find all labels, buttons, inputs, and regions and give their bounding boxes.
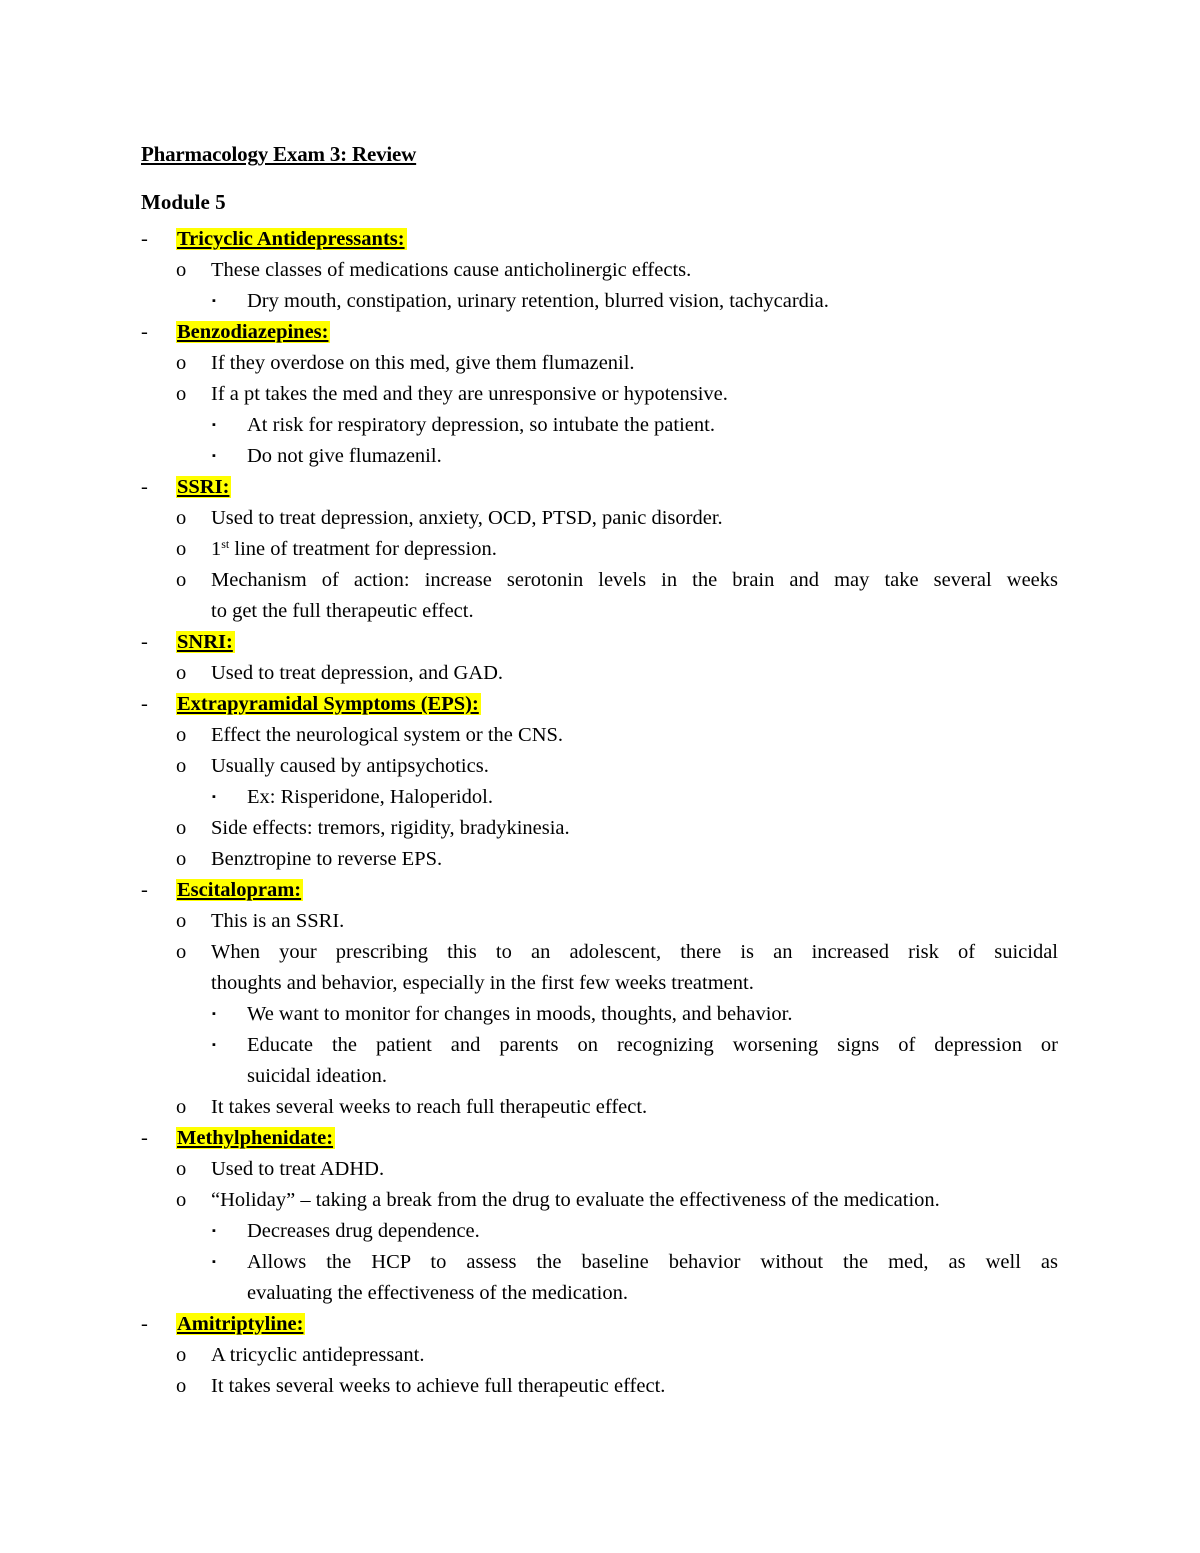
circle-bullet: o [176,941,187,963]
section-heading-item [0,472,1200,503]
item-text [211,596,474,627]
circle-bullet: o [176,1158,187,1180]
item-text [247,441,442,472]
item-text [247,1061,387,1092]
dash-bullet: - [141,1313,148,1335]
item-text-main: Benztropine to reverse EPS. [211,848,443,870]
item-text-main: Used to treat depression, anxiety, OCD, PTSD, panic disorder. [211,507,723,529]
section-heading-item [0,1123,1200,1154]
item-text-main: These classes of medications cause anticholinergic effects. [211,259,692,281]
highlighted-heading: SNRI: [177,631,233,653]
item-text [211,1371,665,1402]
dash-bullet: - [141,631,148,653]
list-item [0,503,1200,534]
square-bullet-icon: ▪ [212,1039,216,1051]
sub-list-item [0,1247,1200,1278]
circle-bullet: o [176,662,187,684]
item-text [211,1340,424,1371]
item-text-main: Mechanism of action: increase serotonin levels in the brain and may take several weeks [211,569,1058,591]
section-heading-item [0,317,1200,348]
circle-bullet: o [176,817,187,839]
dash-bullet: - [141,321,148,343]
square-bullet-icon: ▪ [212,791,216,803]
module-heading: Module 5 [141,190,226,214]
item-text [211,906,344,937]
section-heading-item [0,627,1200,658]
item-text-main: If they overdose on this med, give them flumazenil. [211,352,635,374]
item-text [211,937,1058,968]
item-text-main: Usually caused by antipsychotics. [211,755,489,777]
item-text [211,658,503,689]
square-bullet-icon: ▪ [212,1008,216,1020]
item-text [247,999,793,1030]
circle-bullet: o [176,507,187,529]
list-item [0,1340,1200,1371]
item-text [247,410,715,441]
sub-list-item [0,410,1200,441]
circle-bullet: o [176,352,187,374]
list-item [0,348,1200,379]
list-item [0,565,1200,596]
item-text [211,348,635,379]
item-text [211,379,728,410]
list-item [0,534,1200,565]
item-text [247,286,829,317]
square-bullet-icon: ▪ [212,419,216,431]
item-text [247,1216,480,1247]
list-item [0,844,1200,875]
item-text [211,968,754,999]
square-bullet-icon: ▪ [212,450,216,462]
item-text-main: Decreases drug dependence. [247,1220,480,1242]
sub-list-item [0,1278,1200,1309]
item-text-main: Used to treat ADHD. [211,1158,385,1180]
section-heading-item [0,1309,1200,1340]
item-text-main: When your prescribing this to an adolescent, there is an increased risk of suicidal [211,941,1058,963]
circle-bullet: o [176,1375,187,1397]
highlighted-heading: Extrapyramidal Symptoms (EPS): [177,693,479,715]
document-title: Pharmacology Exam 3: Review [141,142,417,166]
section-heading-item [0,224,1200,255]
circle-bullet: o [176,259,187,281]
item-text [247,782,493,813]
item-text [211,1185,940,1216]
item-text-main: Do not give flumazenil. [247,445,442,467]
item-text-main: to get the full therapeutic effect. [211,600,474,622]
highlighted-heading: Escitalopram: [177,879,302,901]
item-text-main: Side effects: tremors, rigidity, bradykinesia. [211,817,570,839]
list-item [0,937,1200,968]
item-text [211,255,691,286]
circle-bullet: o [176,383,187,405]
sub-list-item [0,1216,1200,1247]
dash-bullet: - [141,693,148,715]
highlighted-heading: Benzodiazepines: [177,321,329,343]
list-item [0,720,1200,751]
square-bullet-icon: ▪ [212,295,216,307]
item-text [211,534,497,565]
item-text [247,1030,1058,1061]
circle-bullet: o [176,1096,187,1118]
item-text-after: line of treatment for depression. [229,538,497,560]
item-text-main: This is an SSRI. [211,910,345,932]
item-text-main: Educate the patient and parents on recognizing worsening signs of depression or [247,1034,1058,1056]
dash-bullet: - [141,228,148,250]
heading-text [176,1123,335,1154]
list-item [0,255,1200,286]
circle-bullet: o [176,910,187,932]
heading-text [176,1309,305,1340]
item-text [247,1278,628,1309]
list-item [0,968,1200,999]
item-text [211,720,563,751]
list-item [0,906,1200,937]
heading-text [176,875,303,906]
item-text-main: It takes several weeks to achieve full therapeutic effect. [211,1375,666,1397]
sub-list-item [0,999,1200,1030]
item-text-main: We want to monitor for changes in moods, thoughts, and behavior. [247,1003,793,1025]
circle-bullet: o [176,755,187,777]
item-text-main: Effect the neurological system or the CNS. [211,724,564,746]
item-text-main: At risk for respiratory depression, so intubate the patient. [247,414,715,436]
item-text-main: It takes several weeks to reach full therapeutic effect. [211,1096,648,1118]
square-bullet-icon: ▪ [212,1225,216,1237]
list-item [0,1371,1200,1402]
sub-list-item [0,1030,1200,1061]
item-text-main: Dry mouth, constipation, urinary retention, blurred vision, tachycardia. [247,290,829,312]
dash-bullet: - [141,476,148,498]
heading-text [176,689,481,720]
item-text [211,813,570,844]
item-text-main: 1 [211,538,222,560]
item-text [247,1247,1058,1278]
square-bullet-icon: ▪ [212,1256,216,1268]
item-text-main: evaluating the effectiveness of the medication. [247,1282,629,1304]
circle-bullet: o [176,1344,187,1366]
highlighted-heading: Tricyclic Antidepressants: [177,228,405,250]
sub-list-item [0,1061,1200,1092]
item-text [211,751,489,782]
list-item [0,1185,1200,1216]
item-text-main: Used to treat depression, and GAD. [211,662,504,684]
item-text-main: If a pt takes the med and they are unresponsive or hypotensive. [211,383,728,405]
circle-bullet: o [176,538,187,560]
item-text [211,1154,384,1185]
item-text [211,565,1058,596]
superscript: st [221,537,230,551]
heading-text [176,472,231,503]
circle-bullet: o [176,569,187,591]
highlighted-heading: Amitriptyline: [177,1313,304,1335]
item-text-main: Ex: Risperidone, Haloperidol. [247,786,493,808]
item-text [211,844,442,875]
item-text-main: A tricyclic antidepressant. [211,1344,425,1366]
list-item [0,1092,1200,1123]
section-heading-item [0,875,1200,906]
list-item [0,596,1200,627]
heading-text [176,627,235,658]
notes-list [0,224,1200,1402]
sub-list-item [0,441,1200,472]
sub-list-item [0,782,1200,813]
item-text-main: Allows the HCP to assess the baseline behavior without the med, as well as [247,1251,1058,1273]
circle-bullet: o [176,724,187,746]
item-text-main: “Holiday” – taking a break from the drug to evaluate the effectiveness of the medication. [211,1189,940,1211]
highlighted-heading: SSRI: [177,476,230,498]
item-text-main: thoughts and behavior, especially in the first few weeks treatment. [211,972,754,994]
list-item [0,813,1200,844]
circle-bullet: o [176,848,187,870]
list-item [0,751,1200,782]
dash-bullet: - [141,1127,148,1149]
sub-list-item [0,286,1200,317]
circle-bullet: o [176,1189,187,1211]
highlighted-heading: Methylphenidate: [177,1127,334,1149]
item-text [211,503,723,534]
heading-text [176,224,407,255]
list-item [0,379,1200,410]
list-item [0,1154,1200,1185]
item-text [211,1092,647,1123]
item-text-main: suicidal ideation. [247,1065,388,1087]
list-item [0,658,1200,689]
dash-bullet: - [141,879,148,901]
section-heading-item [0,689,1200,720]
heading-text [176,317,330,348]
